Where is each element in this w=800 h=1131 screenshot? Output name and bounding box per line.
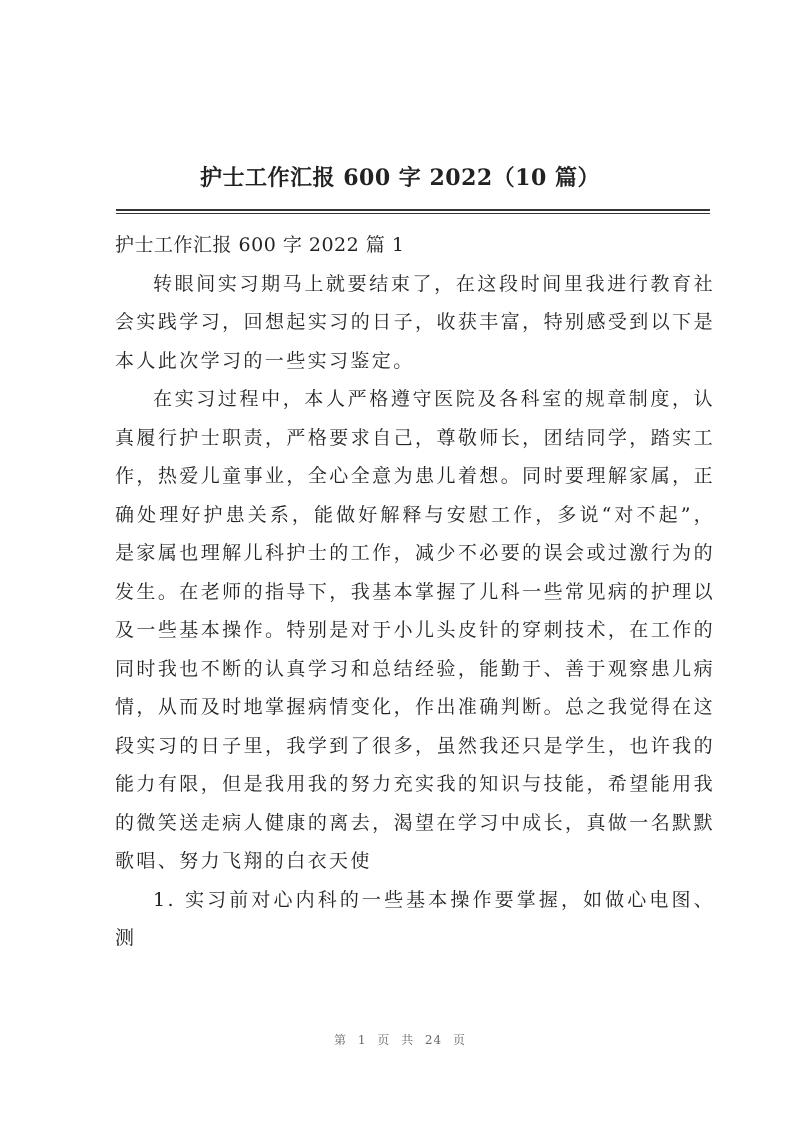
paragraph-3: 1. 实习前对心内科的一些基本操作要掌握，如做心电图、测 (115, 888, 716, 949)
paragraph-2: 在实习过程中，本人严格遵守医院及各科室的规章制度，认真履行护士职责，严格要求自己，尊敬师长，团结同学，踏实工作，热爱儿童事业，全心全意为患儿着想。同时要理解家属，正确处理好护患关系，能做好解释与安慰工作，多说“对不起”，是家属也理解儿科护士的工作，减少不必要的误会或过激行为的发生。在老师的指导下，我基本掌握了儿科一些常见病的护理以及一些基本操作。特别是对于小儿头皮针的穿刺技术，在工作的同时我也不断的认真学习和总结经验，能勤于、善于观察患儿病情，从而及时地掌握病情变化，作出准确判断。总之我觉得在这段实习的日子里，我学到了很多，虽然我还只是学生，也许我的能力有限，但是我用我的努力充实我的知识与技能，希望能用我的微笑送走病人健康的离去，渴望在学习中成长，真做一名默默歌唱、努力飞翔的白衣天使 (115, 388, 715, 872)
section-heading: 护士工作汇报 600 字 2022 篇 1 (115, 234, 405, 256)
page-number-footer: 第 1 页 共 24 页 (334, 1033, 466, 1047)
document-title: 护士工作汇报 600 字 2022（10 篇） (200, 165, 600, 191)
title-divider (116, 209, 710, 214)
document-body (115, 226, 715, 958)
paragraph-1: 转眼间实习期马上就要结束了，在这段时间里我进行教育社会实践学习，回想起实习的日子，收获丰富，特别感受到以下是本人此次学习的一些实习鉴定。 (115, 272, 715, 372)
